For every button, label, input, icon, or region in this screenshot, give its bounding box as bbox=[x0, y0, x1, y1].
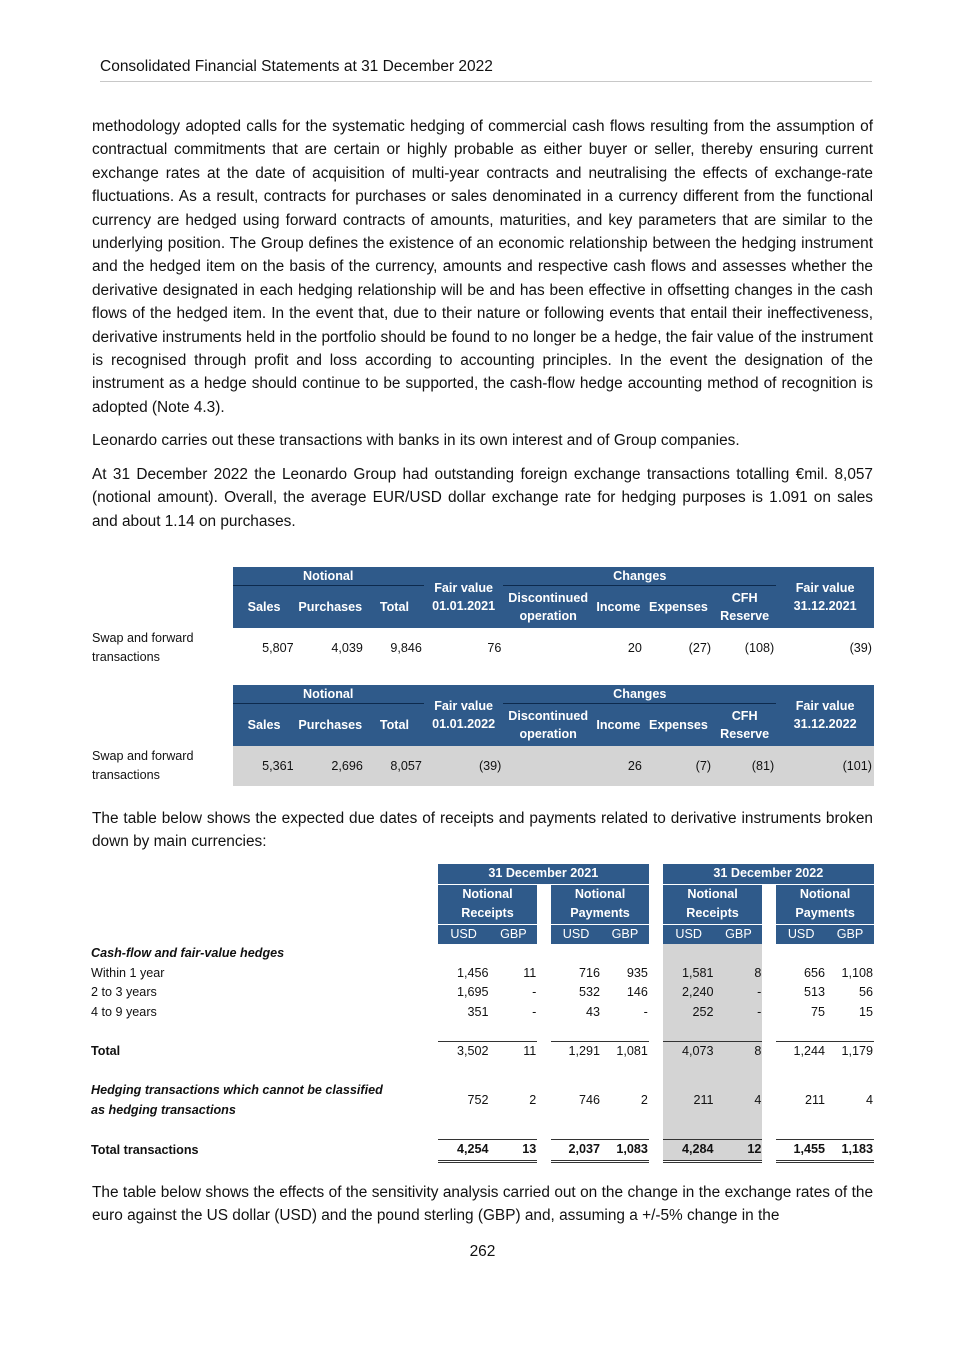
cell: 8 bbox=[715, 964, 763, 984]
table-row bbox=[90, 983, 874, 1003]
paragraph-methodology: methodology adopted calls for the systematic hedging of commercial cash flows resulting from the assumption of contractual commitments that are certain or highly probable as either buyer or seller, thereby ensuring current exchange rates at the date of acquisition of multi-year contracts and neutralising the effects of exchange-rate fluctuations. As a result, contracts for purchases or sales denominated in a currency different from the functional currency are hedged using forward contracts of amounts, maturities, and key parameters that are similar to the underlying position. The Group defines the existence of an economic relationship between the hedging instrument and the hedged item on the basis of the currency, amounts and respective cash flows and assesses whether the derivative designated in each hedging relationship will be and has been effective in offsetting changes in the cash flows of the hedged item. In the event that, due to their nature or following events that entail their ineffectiveness, derivative instruments held in the portfolio should be found to no longer be a hedge, the fair value of the instrument is recognised through profit and loss according to accounting principles. In the event the designation of the instrument as a hedge should continue to be supported, the cash-flow hedge accounting method of recognition is adopted (Note 4.3). bbox=[92, 118, 873, 416]
value-income: 20 bbox=[627, 640, 642, 655]
cell: 716 bbox=[579, 965, 601, 980]
total-header: Total bbox=[365, 704, 424, 746]
row-label: Total transactions bbox=[91, 1142, 199, 1157]
cell: 75 bbox=[811, 1004, 826, 1019]
value-sales: 5,361 bbox=[233, 746, 296, 786]
discontinued-header: Discontinued operation bbox=[503, 704, 593, 746]
blank-cell bbox=[90, 884, 438, 924]
cell: 43 bbox=[586, 1004, 601, 1019]
gap-cell bbox=[537, 924, 551, 944]
fair-value-close-header: Fair value 31.12.2022 bbox=[776, 685, 874, 746]
changes-header: Changes bbox=[503, 567, 776, 586]
gap-cell bbox=[762, 884, 776, 924]
row-label: 4 to 9 years bbox=[91, 1004, 157, 1019]
blank-cell bbox=[90, 567, 233, 628]
value-purchases: 2,696 bbox=[296, 746, 365, 786]
body-text-bottom bbox=[92, 1181, 873, 1238]
cell: 351 bbox=[467, 1004, 489, 1019]
cell: 1,695 bbox=[457, 985, 489, 999]
grand-total-row bbox=[90, 1140, 874, 1162]
paragraph-due-dates: The table below shows the expected due dates of receipts and payments related to derivative instruments broken down by main currencies: bbox=[92, 810, 873, 851]
cell: - bbox=[715, 983, 763, 1003]
cell: 56 bbox=[858, 985, 873, 999]
cell: - bbox=[715, 1003, 763, 1023]
period-2022-header: 31 December 2022 bbox=[663, 864, 874, 884]
paragraph-sensitivity: The table below shows the effects of the sensitivity analysis carried out on the change in the exchange rates of the euro against the US dollar (USD) and the pound sterling (GBP) and, assuming a +/-5% change in the bbox=[92, 1184, 873, 1225]
value-total: 8,057 bbox=[365, 746, 424, 786]
gbp-header: GBP bbox=[826, 924, 874, 944]
cell: 513 bbox=[804, 985, 826, 999]
value-total: 9,846 bbox=[390, 640, 422, 655]
cell: 11 bbox=[490, 1042, 538, 1062]
gbp-header: GBP bbox=[490, 924, 538, 944]
income-header: Income bbox=[593, 586, 644, 628]
value-discontinued bbox=[503, 746, 593, 786]
cell: 146 bbox=[626, 985, 648, 999]
value-cfh: (81) bbox=[713, 746, 776, 786]
cell: - bbox=[532, 1004, 537, 1019]
cell: 1,455 bbox=[776, 1140, 826, 1162]
gap-cell bbox=[649, 884, 663, 924]
cell: 211 bbox=[804, 1092, 826, 1107]
sales-header: Sales bbox=[233, 586, 296, 628]
gbp-header: GBP bbox=[715, 924, 763, 944]
row-label: 2 to 3 years bbox=[91, 985, 157, 999]
body-text-mid bbox=[92, 807, 873, 864]
cfh-header: CFH Reserve bbox=[713, 704, 776, 746]
derivatives-table-2021 bbox=[90, 567, 874, 668]
changes-header: Changes bbox=[503, 685, 776, 704]
blank-cell bbox=[90, 864, 438, 884]
fair-value-open-header: Fair value 01.01.2022 bbox=[424, 685, 503, 746]
cell: 4,073 bbox=[663, 1042, 715, 1062]
value-fv-close: (39) bbox=[849, 640, 872, 655]
expenses-header: Expenses bbox=[644, 586, 713, 628]
cell: 532 bbox=[579, 985, 601, 999]
notional-header: Notional bbox=[233, 567, 424, 586]
row-label: Total bbox=[91, 1043, 121, 1058]
paragraph-banks: Leonardo carries out these transactions with banks in its own interest and of Group companies. bbox=[92, 432, 740, 450]
cell: 1,581 bbox=[663, 964, 715, 984]
cell: 752 bbox=[467, 1092, 489, 1107]
fair-value-open-header: Fair value 01.01.2021 bbox=[424, 567, 503, 628]
body-text-top bbox=[92, 115, 873, 543]
blank-cell bbox=[90, 685, 233, 746]
cell: 252 bbox=[663, 1003, 715, 1023]
cell: 1,179 bbox=[826, 1042, 874, 1062]
discontinued-header: Discontinued operation bbox=[503, 586, 593, 628]
value-expenses: (27) bbox=[688, 640, 712, 655]
gap-cell bbox=[649, 864, 663, 884]
table-row bbox=[90, 964, 874, 984]
value-income: 26 bbox=[593, 746, 644, 786]
notional-payments-2021: Notional Payments bbox=[551, 884, 649, 924]
cell: 1,244 bbox=[776, 1042, 826, 1062]
value-expenses: (7) bbox=[644, 746, 713, 786]
cell: 4 bbox=[865, 1092, 873, 1107]
cell: 1,183 bbox=[826, 1140, 874, 1162]
value-fv-close: (101) bbox=[776, 746, 874, 786]
page-header: Consolidated Financial Statements at 31 December 2022 bbox=[100, 58, 872, 82]
cell: 746 bbox=[579, 1092, 601, 1107]
fair-value-close-header: Fair value 31.12.2021 bbox=[776, 567, 874, 628]
cell: 4 bbox=[715, 1081, 763, 1120]
row-label: Swap and forward transactions bbox=[92, 630, 194, 664]
cell: 11 bbox=[523, 965, 537, 980]
total-header: Total bbox=[365, 586, 424, 628]
derivatives-table-2022 bbox=[90, 685, 874, 786]
gap-cell bbox=[537, 884, 551, 924]
cell: - bbox=[643, 1004, 648, 1019]
cell: 656 bbox=[804, 965, 826, 980]
usd-header: USD bbox=[663, 924, 715, 944]
usd-header: USD bbox=[551, 924, 601, 944]
value-fv-open: (39) bbox=[424, 746, 503, 786]
blank-cell bbox=[90, 924, 438, 944]
cell: 2 bbox=[640, 1092, 648, 1107]
row-label: Within 1 year bbox=[91, 965, 165, 980]
notional-receipts-2022: Notional Receipts bbox=[663, 884, 763, 924]
cell: 4,284 bbox=[663, 1140, 715, 1162]
hedging-row bbox=[90, 1081, 874, 1120]
usd-header: USD bbox=[438, 924, 490, 944]
value-cfh: (108) bbox=[744, 640, 775, 655]
cell: 2,240 bbox=[663, 983, 715, 1003]
cell: 4,254 bbox=[438, 1140, 490, 1162]
cell: 8 bbox=[715, 1042, 763, 1062]
cell: 211 bbox=[663, 1081, 715, 1120]
cell: - bbox=[532, 985, 537, 999]
notional-header: Notional bbox=[233, 685, 424, 704]
value-fv-open: 76 bbox=[487, 640, 502, 655]
value-discontinued bbox=[503, 628, 593, 668]
page-number: 262 bbox=[469, 1243, 496, 1260]
value-purchases: 4,039 bbox=[331, 640, 363, 655]
row-label: Swap and forward transactions bbox=[92, 748, 194, 782]
cell: 2,037 bbox=[551, 1140, 601, 1162]
cell: 1,291 bbox=[551, 1042, 601, 1062]
purchases-header: Purchases bbox=[296, 704, 365, 746]
sales-header: Sales bbox=[233, 704, 296, 746]
cell: 12 bbox=[715, 1140, 763, 1162]
gbp-header: GBP bbox=[601, 924, 649, 944]
cell: 1,456 bbox=[457, 965, 489, 980]
cell: 1,108 bbox=[841, 965, 873, 980]
total-row bbox=[90, 1042, 874, 1062]
section-title: Cash-flow and fair-value hedges bbox=[91, 946, 285, 960]
expenses-header: Expenses bbox=[644, 704, 713, 746]
paragraph-outstanding: At 31 December 2022 the Leonardo Group had outstanding foreign exchange transactions totalling €mil. 8,057 (notional amount). Overall, the average EUR/USD dollar exchange rate for hedging purposes is 1.091 on sales and about 1.14 on purchases. bbox=[92, 465, 873, 530]
currency-due-dates-table bbox=[90, 864, 874, 1163]
cell: 15 bbox=[858, 1004, 873, 1019]
purchases-header: Purchases bbox=[296, 586, 365, 628]
cell: 2 bbox=[529, 1092, 537, 1107]
usd-header: USD bbox=[776, 924, 826, 944]
row-label: Hedging transactions which cannot be classified as hedging transactions bbox=[91, 1083, 383, 1117]
cell: 3,502 bbox=[438, 1042, 490, 1062]
cell: 1,081 bbox=[601, 1042, 649, 1062]
table-row bbox=[90, 1003, 874, 1023]
cell: 935 bbox=[626, 965, 648, 980]
notional-receipts-2021: Notional Receipts bbox=[438, 884, 538, 924]
cell: 13 bbox=[490, 1140, 538, 1162]
value-sales: 5,807 bbox=[262, 640, 294, 655]
income-header: Income bbox=[593, 704, 644, 746]
notional-payments-2022: Notional Payments bbox=[776, 884, 874, 924]
gap-cell bbox=[762, 924, 776, 944]
cfh-header: CFH Reserve bbox=[713, 586, 776, 628]
cell: 1,083 bbox=[601, 1140, 649, 1162]
period-2021-header: 31 December 2021 bbox=[438, 864, 649, 884]
gap-cell bbox=[649, 924, 663, 944]
